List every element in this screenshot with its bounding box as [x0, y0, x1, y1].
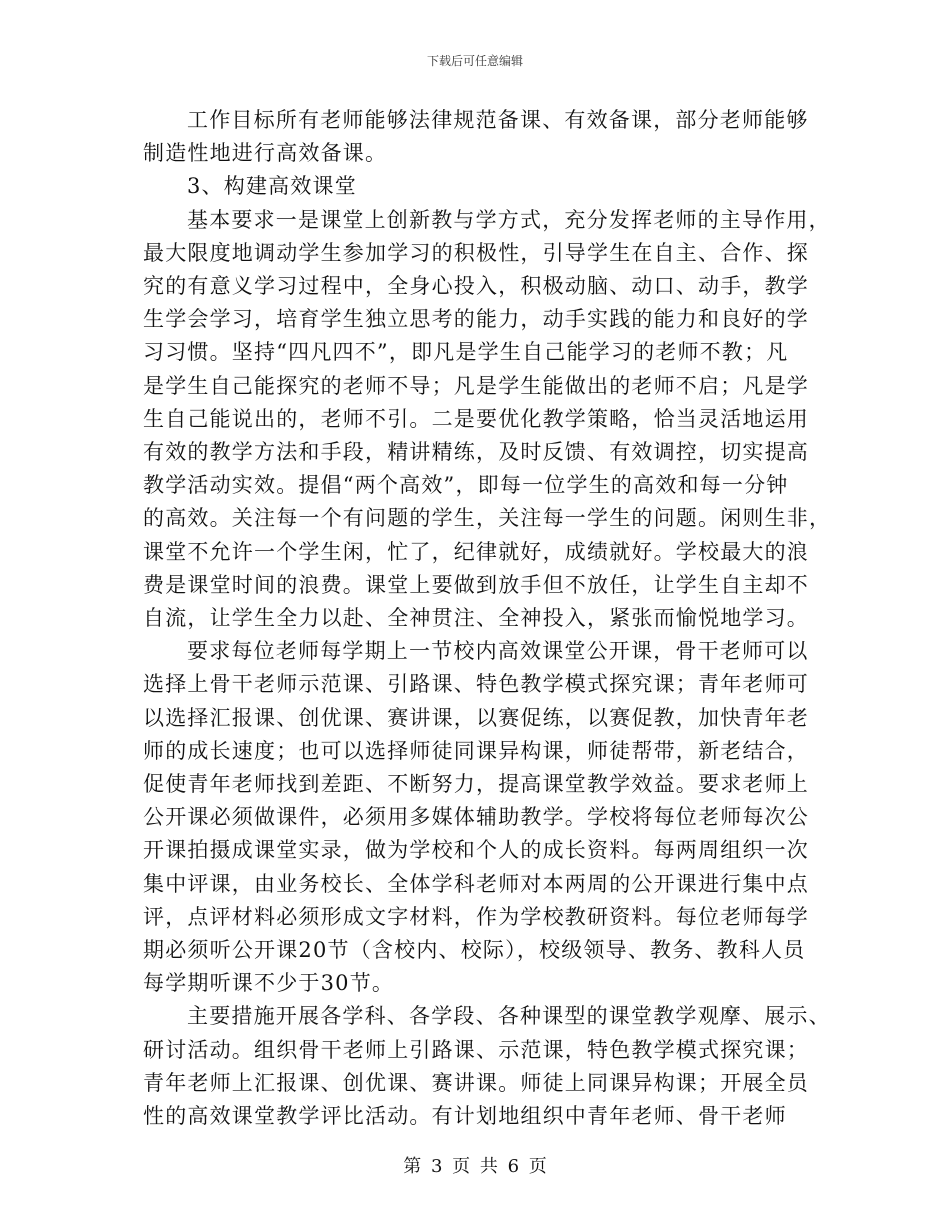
text-line: 主要措施开展各学科、各学段、各种课型的课堂教学观摩、展示、: [187, 1004, 831, 1029]
paragraph: [143, 635, 813, 1000]
text-line: 基本要求一是课堂上创新教与学方式，充分发挥老师的主导作用，: [187, 207, 831, 232]
document-body: [143, 104, 832, 1133]
text-line: 教学活动实效。提倡“两个高效”，即每一位学生的高效和每一分钟: [143, 473, 789, 498]
page-header: 下载后可任意编辑: [426, 54, 523, 68]
text-line: 要求每位老师每学期上一节校内高效课堂公开课，骨干老师可以: [187, 639, 809, 664]
text-line: 青年老师上汇报课、创优课、赛讲课。师徒上同课异构课；开展全员: [143, 1070, 809, 1095]
text-line: 工作目标所有老师能够法律规范备课、有效备课，部分老师能够: [187, 108, 809, 132]
text-line: 制造性地进行高效备课。: [143, 141, 388, 166]
text-line: 评，点评材料必须形成文字材料，作为学校教研资料。每位老师每学: [143, 904, 809, 929]
text-line: 以选择汇报课、创优课、赛讲课，以赛促练，以赛促教，加快青年老: [143, 705, 809, 730]
text-line: 性的高效课堂教学评比活动。有计划地组织中青年老师、骨干老师: [143, 1104, 787, 1129]
text-line: 生学会学习，培育学生独立思考的能力，动手实践的能力和良好的学: [143, 307, 809, 332]
text-line: 选择上骨干老师示范课、引路课、特色教学模式探究课；青年老师可: [143, 672, 809, 697]
text-line: 生自己能说出的，老师不引。二是要优化教学策略，恰当灵活地运用: [143, 406, 809, 431]
text-line: 的高效。关注每一个有问题的学生，关注每一学生的问题。闲则生非，: [143, 506, 832, 531]
text-line: 有效的教学方法和手段，精讲精练，及时反馈、有效调控，切实提高: [143, 440, 809, 465]
text-line: 开课拍摄成课堂实录，做为学校和个人的成长资料。每两周组织一次: [143, 838, 809, 863]
paragraph: [143, 204, 832, 636]
page-footer: 第 3 页 共 6 页: [403, 1156, 547, 1177]
text-line: 最大限度地调动学生参加学习的积极性，引导学生在自主、合作、探: [143, 240, 809, 265]
text-line: 习习惯。坚持“四凡四不”，即凡是学生自己能学习的老师不教；凡: [143, 340, 789, 365]
paragraph: [143, 1000, 831, 1133]
text-line: 集中评课，由业务校长、全体学科老师对本两周的公开课进行集中点: [143, 871, 809, 896]
text-line: 费是课堂时间的浪费。课堂上要做到放手但不放任，让学生自主却不: [143, 572, 809, 597]
text-line: 期必须听公开课20节（含校内、校际），校级领导、教务、教科人员: [143, 938, 806, 963]
text-line: 研讨活动。组织骨干老师上引路课、示范课，特色教学模式探究课；: [143, 1037, 809, 1062]
text-line: 3、构建高效课堂: [187, 174, 357, 199]
text-line: 师的成长速度；也可以选择师徒同课异构课，师徒帮带，新老结合，: [143, 738, 809, 763]
text-line: 自流，让学生全力以赴、全神贯注、全神投入，紧张而愉悦地学习。: [143, 606, 809, 631]
section-heading: [143, 170, 813, 203]
text-line: 究的有意义学习过程中，全身心投入，积极动脑、动口、动手，教学: [143, 274, 809, 299]
text-line: 促使青年老师找到差距、不断努力，提高课堂教学效益。要求老师上: [143, 772, 809, 797]
text-line: 每学期听课不少于30节。: [143, 971, 395, 996]
paragraph: [143, 104, 813, 170]
text-line: 公开课必须做课件，必须用多媒体辅助教学。学校将每位老师每次公: [143, 805, 809, 830]
text-line: 课堂不允许一个学生闲，忙了，纪律就好，成绩就好。学校最大的浪: [143, 539, 809, 564]
text-line: 是学生自己能探究的老师不导；凡是学生能做出的老师不启；凡是学: [143, 373, 809, 398]
